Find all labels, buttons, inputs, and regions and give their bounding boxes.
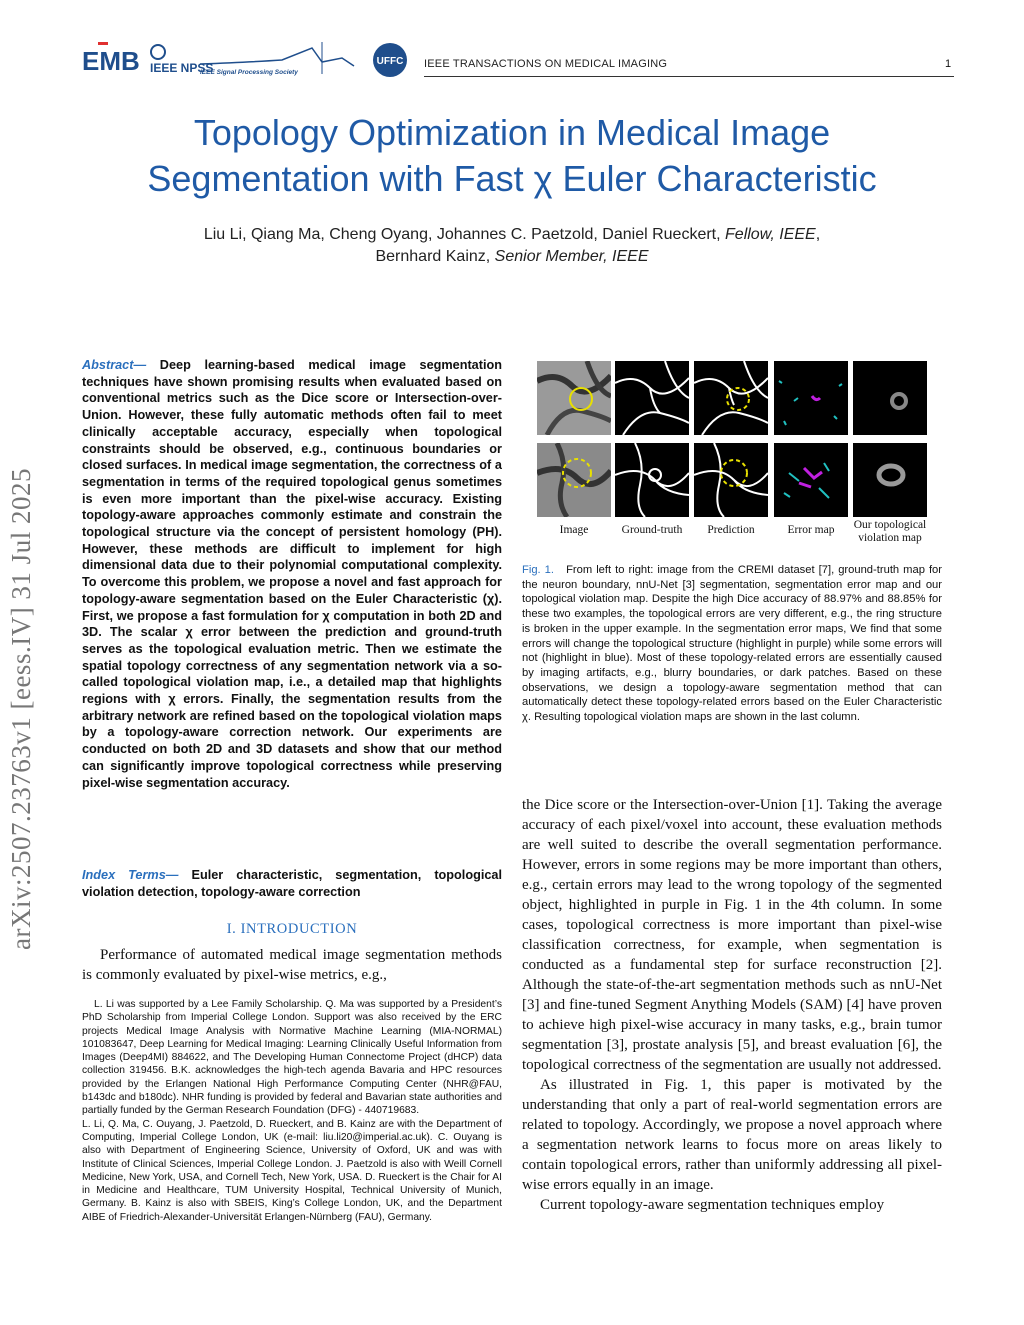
abstract-label: Abstract— (82, 358, 147, 372)
fig-label-violationmap (840, 519, 940, 545)
fig-prediction-row1 (694, 361, 768, 435)
footnote (82, 998, 502, 1224)
fig-violationmap-row2 (853, 443, 927, 517)
fig-errormap-row1 (774, 361, 848, 435)
index-terms-text: Euler characteristic, segmentation, topological violation detection, topology-aware correction (82, 868, 502, 899)
header-rule (424, 76, 954, 77)
abstract-text: Deep learning-based medical image segmentation techniques have shown promising results when evaluated based on conventional metrics such as the Dice score or Intersection-over-Union. However, these fully automatic methods often fail to meet clinically acceptable accuracy, especially when topological constraints should be observed, e.g., continuous boundaries or closed surfaces. In medical image segmentation, the correctness of a segmentation in terms of the required topological genus sometimes is even more important than the pixel-wise accuracy. Existing topology-aware approaches commonly estimate and constrain the topological structure via the concept of persistent homology (PH). However, these methods are difficult to implement for high dimensional data due to their polynomial computational complexity. To overcome this problem, we propose a novel and fast approach for topology-aware segmentation based on the Euler Characteristic (χ). First, we propose a fast formulation for χ computation in both 2D and 3D. The scalar χ error between the prediction and ground-truth serves as the topological evaluation metric. Then we estimate the spatial topology correctness of any segmentation network via a so-called topological violation map, i.e., a detailed map that highlights regions with χ errors. Finally, the segmentation results from the arbitrary network are refined based on the topological violation maps by a topology-aware correction network. Our experiments are conducted on both 2D and 3D datasets and show that our method can significantly improve topological correctness while preserving pixel-wise segmentation accuracy. (82, 358, 502, 790)
fig-errormap-row2 (774, 443, 848, 517)
fig-label-image: Image (559, 524, 589, 536)
fig-label-errormap: Error map (787, 524, 835, 536)
fig-label-groundtruth: Ground-truth (621, 524, 683, 536)
svg-text:EMB: EMB (82, 46, 140, 76)
fig-image-row2 (537, 443, 611, 517)
figure-caption-text: From left to right: image from the CREMI dataset [7], ground-truth map for the neuron boundary, nnU-Net [3] segmentation, segmentation error map and our topological violation map. Despite the high Dice accuracy of 88.97% and 88.85% for these two examples, the topological errors are very different, e.g., the ring structure is broken in the upper example. In the segmentation error maps, We find that some errors will change the topological structure (highlight in purple) while some errors will not (highlight in blue). Most of these topology-related errors are essentially caused by imaging artifacts, e.g., blurry boundaries, or dark patches. Based on these observations, we design a topology-aware segmentation method that can automatically detect these topology-related errors based on the Euler Characteristic χ. Resulting topological violation maps are shown in the last column. (522, 564, 943, 724)
fig-prediction-row2 (694, 443, 768, 517)
figure-caption-label: Fig. 1. (522, 564, 555, 576)
index-terms (82, 867, 502, 900)
svg-text:IEEE NPSS: IEEE NPSS (150, 61, 214, 75)
fig-image-row1 (537, 361, 611, 435)
fig-label-violationmap-line1: Our topological (853, 519, 927, 531)
fig-label-violationmap-line2: violation map (858, 532, 922, 544)
fig-groundtruth-row1 (615, 361, 689, 435)
signal-processing-society-logo (200, 42, 354, 76)
journal-name: IEEE TRANSACTIONS ON MEDICAL IMAGING (424, 58, 668, 70)
paragraph-motivation: As illustrated in Fig. 1, this paper is motivated by the understanding that only a part of real-world segmentation errors are related to topology. Accordingly, we propose a novel approach where a segmentation network learns to focus more on areas likely to contain topological errors, rather than uniformly addressing all pixel-wise errors equally in an image. (522, 1077, 942, 1193)
svg-text:UFFC: UFFC (376, 56, 404, 67)
paragraph-dice: the Dice score or the Intersection-over-Union [1]. Taking the average accuracy of each pixel/voxel into account, these evaluation methods are well suited to describe the overall segmentation performance. However, errors in some regions may be more important than others, e.g., certain errors may lead to the wrong topology of the segmented object, highlighted in purple in Fig. 1 in the 4th column. In some cases, topological correctness is more important than pixel-wise classification correctness, for example, when segmentation is conducted as a fundamental step for surface reconstruction [2]. Although the state-of-the-art segmentation methods such as nnU-Net [3] and fine-tuned Segment Anything Models (SAM) [4] have proven to achieve high pixel-wise accuracy in many tasks, e.g., brain tumor segmentation [3], prostate analysis [5], and breast evaluation [6], the topological correctness of the segmentation are usually not addressed. (522, 797, 942, 1073)
title-line-1: Topology Optimization in Medical Image (193, 112, 831, 153)
paper-title (60, 110, 964, 202)
fig-label-prediction: Prediction (707, 524, 755, 536)
svg-text:IEEE Signal Processing Society: IEEE Signal Processing Society (200, 69, 298, 76)
publisher-logos (82, 40, 412, 88)
right-column-text (522, 795, 942, 1215)
author-role-1: Fellow, IEEE (725, 226, 816, 243)
fig-groundtruth-row2 (615, 443, 689, 517)
abstract (82, 357, 502, 791)
paragraph-current-techniques: Current topology-aware segmentation techniques employ (540, 1197, 885, 1213)
figure-caption (522, 563, 942, 725)
page-number: 1 (945, 58, 952, 70)
authors-line-1: Liu Li, Qiang Ma, Cheng Oyang, Johannes C. Paetzold, Daniel Rueckert, (203, 226, 726, 243)
index-terms-label: Index Terms— (82, 868, 179, 882)
arxiv-stamp: arXiv:2507.23763v1 [eess.IV] 31 Jul 2025 (6, 468, 36, 950)
intro-paragraph: Performance of automated medical image segmentation methods is commonly evaluated by pixel-wise metrics, e.g., (82, 947, 502, 983)
introduction-text (82, 945, 502, 985)
title-line-2: Segmentation with Fast χ Euler Characteristic (147, 158, 877, 199)
authors-line-2: Bernhard Kainz, (375, 248, 495, 265)
section-heading-introduction: I. INTRODUCTION (226, 921, 358, 937)
author-list: Liu Li, Qiang Ma, Cheng Oyang, Johannes C. Paetzold, Daniel Rueckert, Fellow, IEEE, Bernhard Kainz, Senior Member, IEEE (203, 226, 821, 265)
emb-logo (82, 42, 140, 76)
author-role-2: Senior Member, IEEE (494, 248, 649, 265)
fig-violationmap-row1 (853, 361, 927, 435)
footnote-funding: L. Li was supported by a Lee Family Scholarship. Q. Ma was supported by a President’s PhD Scholarship from Imperial College London. Support was also received by the ERC projects Medical Image Analysis with Normative Machine Learning (MIA-NORMAL) 101083647, Deep Learning for Medical Imaging: Learning Clinically Useful Information from Images (Deep4MI) 884622, and The Developing Human Connectome Project (dHCP) data collection 319456. B.K. acknowledges the high-tech agenda Bavaria and HPC resources provided by the Erlangen National High Performance Computing Center (NHR@FAU, b143dc and b180dc). NHR funding is provided by federal and Bavarian state authorities and partially funded by the German Research Foundation (DFG) - 440719683. (82, 999, 502, 1117)
footnote-affiliations: L. Li, Q. Ma, C. Ouyang, J. Paetzold, D. Rueckert, and B. Kainz are with the Department of Computing, Imperial College London, UK (e-mail: liu.li20@imperial.ac.uk). C. Ouyang is also with Department of Engineering Science, University of Oxford, UK and was with Institute of Clinical Sciences, Imperial College London. J. Paetzold is also with Weill Cornell Medicine, New York, USA, and Cornell Tech, New York, USA. D. Rueckert is the Chair for AI in Medicine and Healthcare, TUM University Hospital, Technical University of Munich, Germany. B. Kainz is also with SBEIS, King’s College London, UK, and the Department AIBE of Friedrich-Alexander-Universität Erlangen-Nürnberg (FAU), Germany. (82, 1118, 502, 1223)
uffc-logo (373, 43, 407, 77)
